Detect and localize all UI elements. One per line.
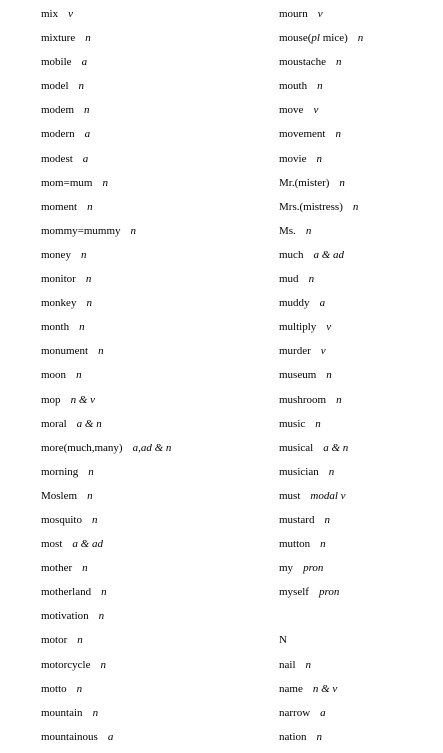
entry-word: nation xyxy=(279,730,307,743)
entry-word: motorcycle xyxy=(41,658,91,671)
entry-word: mother xyxy=(41,562,73,575)
entry-word: murder xyxy=(279,345,311,358)
entry-word: monkey xyxy=(41,297,77,310)
entry-word: much xyxy=(279,248,304,261)
entry-word: modest xyxy=(41,152,73,165)
vocabulary-entry xyxy=(279,560,439,584)
part-of-speech: n xyxy=(80,248,87,261)
part-of-speech: pron xyxy=(318,586,340,599)
vocabulary-entry xyxy=(279,175,439,199)
vocabulary-entry xyxy=(279,584,439,608)
entry-word: moment xyxy=(41,200,78,213)
entry-word: mountainous xyxy=(41,730,98,743)
part-of-speech: n xyxy=(86,297,92,310)
entry-word: mop xyxy=(41,393,61,406)
part-of-speech: n xyxy=(352,200,359,213)
part-of-speech: n xyxy=(78,80,84,93)
part-of-speech: n xyxy=(91,513,98,526)
part-of-speech: n xyxy=(77,634,83,647)
entry-word: mouth xyxy=(279,80,308,93)
part-of-speech: v xyxy=(68,8,74,20)
vocabulary-entry xyxy=(279,102,439,126)
entry-word: mustard xyxy=(279,513,315,526)
vocabulary-entry xyxy=(279,126,439,150)
vocabulary-entry xyxy=(279,151,439,175)
entry-word: name xyxy=(279,682,303,695)
entry-word: Moslem xyxy=(41,489,78,502)
vocabulary-entry xyxy=(41,560,266,584)
part-of-speech: a xyxy=(84,128,91,141)
vocabulary-entry xyxy=(41,102,266,126)
entry-word: moon xyxy=(41,369,67,382)
entry-word: movie xyxy=(279,152,307,165)
entry-word: movement xyxy=(279,128,326,141)
entry-word: mobile xyxy=(41,56,72,69)
part-of-speech: n xyxy=(357,32,364,45)
part-of-speech: v xyxy=(313,104,319,117)
entry-word-tail: mice) xyxy=(319,32,348,45)
vocabulary-entry xyxy=(279,729,439,753)
part-of-speech: n xyxy=(79,321,85,334)
part-of-speech: n xyxy=(92,706,99,719)
entry-word: model xyxy=(41,80,69,93)
part-of-speech: n xyxy=(315,417,321,430)
entry-word: mourn xyxy=(279,8,308,20)
vocabulary-entry xyxy=(41,681,266,705)
entry-word: music xyxy=(279,417,306,430)
entry-word: musician xyxy=(279,465,319,478)
vocabulary-entry xyxy=(279,657,439,681)
vocabulary-entry xyxy=(41,30,266,54)
entry-word: Ms. xyxy=(279,224,296,237)
entry-word: most xyxy=(41,538,63,551)
entry-word: museum xyxy=(279,369,317,382)
vocabulary-entry xyxy=(279,30,439,54)
part-of-speech: n xyxy=(316,152,322,165)
vocabulary-entry xyxy=(279,319,439,343)
vocabulary-entry xyxy=(41,488,266,512)
vocabulary-entry xyxy=(41,440,266,464)
entry-word: mixture xyxy=(41,32,76,45)
right-word-column xyxy=(279,6,439,753)
entry-word: month xyxy=(41,321,70,334)
part-of-speech: n xyxy=(76,682,83,695)
part-of-speech: n xyxy=(316,730,322,743)
vocabulary-entry xyxy=(279,488,439,512)
entry-word: modem xyxy=(41,104,74,117)
part-of-speech: n xyxy=(87,200,93,213)
vocabulary-entry xyxy=(41,199,266,223)
part-of-speech: n xyxy=(98,610,105,623)
entry-word: motto xyxy=(41,682,67,695)
vocabulary-entry xyxy=(41,319,266,343)
vocabulary-entry xyxy=(279,608,439,632)
vocabulary-entry xyxy=(279,343,439,367)
part-of-speech: n xyxy=(130,224,137,237)
entry-word: moustache xyxy=(279,56,327,69)
part-of-speech: a xyxy=(320,706,326,719)
vocabulary-entry xyxy=(279,367,439,391)
part-of-speech: n xyxy=(84,104,90,117)
vocabulary-entry xyxy=(41,729,266,753)
entry-word: money xyxy=(41,248,71,261)
vocabulary-entry xyxy=(41,584,266,608)
vocabulary-entry xyxy=(279,223,439,247)
vocabulary-entry xyxy=(279,416,439,440)
entry-word: Mr.(mister) xyxy=(279,176,330,189)
entry-word: mutton xyxy=(279,538,311,551)
vocabulary-entry xyxy=(41,416,266,440)
part-of-speech: n xyxy=(328,465,335,478)
vocabulary-entry xyxy=(41,464,266,488)
entry-word: motivation xyxy=(41,610,89,623)
vocabulary-entry xyxy=(41,608,266,632)
entry-word: mud xyxy=(279,273,299,286)
vocabulary-entry xyxy=(279,536,439,560)
vocabulary-entry xyxy=(41,223,266,247)
vocabulary-entry xyxy=(279,295,439,319)
part-of-speech: n xyxy=(308,273,315,286)
vocabulary-entry xyxy=(41,367,266,391)
left-word-column xyxy=(41,6,266,753)
part-of-speech: n & v xyxy=(70,393,96,406)
part-of-speech: n & v xyxy=(312,682,338,695)
part-of-speech: modal v xyxy=(310,489,346,502)
part-of-speech: pron xyxy=(303,562,324,575)
entry-word: monument xyxy=(41,345,89,358)
vocabulary-entry xyxy=(279,440,439,464)
part-of-speech: n xyxy=(324,513,330,526)
part-of-speech: n xyxy=(76,369,82,382)
entry-word: multiply xyxy=(279,321,317,334)
part-of-speech: n xyxy=(320,538,326,551)
entry-word: mom=mum xyxy=(41,176,93,189)
entry-word: nail xyxy=(279,658,296,671)
part-of-speech: n xyxy=(336,393,342,406)
entry-word: more(much,many) xyxy=(41,441,123,454)
entry-word: narrow xyxy=(279,706,311,719)
vocabulary-entry xyxy=(279,247,439,271)
vocabulary-entry xyxy=(41,343,266,367)
part-of-speech: n xyxy=(305,658,311,671)
entry-word: must xyxy=(279,489,301,502)
section-letter: N xyxy=(279,634,287,647)
part-of-speech: a & ad xyxy=(72,538,103,551)
vocabulary-entry xyxy=(41,78,266,102)
entry-word: move xyxy=(279,104,304,117)
part-of-speech: n xyxy=(100,658,106,671)
vocabulary-entry xyxy=(41,54,266,78)
part-of-speech: n xyxy=(98,345,104,358)
entry-word: Mrs.(mistress) xyxy=(279,200,343,213)
entry-word: myself xyxy=(279,586,309,599)
vocabulary-entry xyxy=(41,536,266,560)
entry-word: mosquito xyxy=(41,513,82,526)
part-of-speech: a xyxy=(81,56,88,69)
part-of-speech: a & n xyxy=(323,441,349,454)
entry-word: mushroom xyxy=(279,393,327,406)
part-of-speech: n xyxy=(336,56,342,69)
part-of-speech: v xyxy=(326,321,332,334)
part-of-speech: n xyxy=(87,489,93,502)
vocabulary-entry xyxy=(41,512,266,536)
part-of-speech: v xyxy=(317,8,323,20)
vocabulary-entry xyxy=(279,392,439,416)
vocabulary-entry xyxy=(279,705,439,729)
entry-word: my xyxy=(279,562,294,575)
vocabulary-entry xyxy=(41,6,266,30)
entry-word: mouse( xyxy=(279,32,312,45)
entry-word: moral xyxy=(41,417,67,430)
part-of-speech: a,ad & n xyxy=(132,441,172,454)
vocabulary-entry xyxy=(41,657,266,681)
part-of-speech: n xyxy=(339,176,345,189)
vocabulary-entry xyxy=(41,392,266,416)
vocabulary-entry xyxy=(41,295,266,319)
entry-word: morning xyxy=(41,465,79,478)
vocabulary-entry xyxy=(41,271,266,295)
part-of-speech: n xyxy=(82,562,88,575)
entry-word: motor xyxy=(41,634,68,647)
vocabulary-entry xyxy=(41,632,266,656)
entry-word: musical xyxy=(279,441,314,454)
entry-word: monitor xyxy=(41,273,76,286)
vocabulary-entry xyxy=(41,705,266,729)
vocabulary-entry xyxy=(279,464,439,488)
entry-word: muddy xyxy=(279,297,310,310)
part-of-speech: n xyxy=(102,176,108,189)
vocabulary-entry xyxy=(41,175,266,199)
entry-word: modern xyxy=(41,128,75,141)
part-of-speech: a xyxy=(82,152,89,165)
vocabulary-entry xyxy=(279,199,439,223)
vocabulary-entry xyxy=(41,126,266,150)
vocabulary-entry xyxy=(41,247,266,271)
part-of-speech: a xyxy=(319,297,326,310)
vocabulary-entry xyxy=(279,271,439,295)
part-of-speech: v xyxy=(320,345,326,358)
entry-word: motherland xyxy=(41,586,92,599)
part-of-speech: n xyxy=(88,465,94,478)
part-of-speech: a xyxy=(107,730,114,743)
part-of-speech: n xyxy=(317,80,323,93)
part-of-speech: a & n xyxy=(76,417,102,430)
entry-word: mix xyxy=(41,8,59,20)
part-of-speech: n xyxy=(335,128,341,141)
part-of-speech: n xyxy=(305,224,312,237)
entry-word: mommy=mummy xyxy=(41,224,121,237)
part-of-speech: a & ad xyxy=(313,248,345,261)
vocabulary-entry xyxy=(41,151,266,175)
vocabulary-entry xyxy=(279,54,439,78)
part-of-speech: n xyxy=(85,32,91,45)
part-of-speech: n xyxy=(326,369,332,382)
entry-word-plural-marker: pl xyxy=(311,32,320,45)
vocabulary-entry xyxy=(279,512,439,536)
vocabulary-entry xyxy=(279,6,439,30)
vocabulary-entry xyxy=(279,681,439,705)
vocabulary-entry xyxy=(279,78,439,102)
entry-word: mountain xyxy=(41,706,83,719)
section-letter-heading xyxy=(279,632,439,656)
part-of-speech: n xyxy=(85,273,92,286)
part-of-speech: n xyxy=(101,586,107,599)
